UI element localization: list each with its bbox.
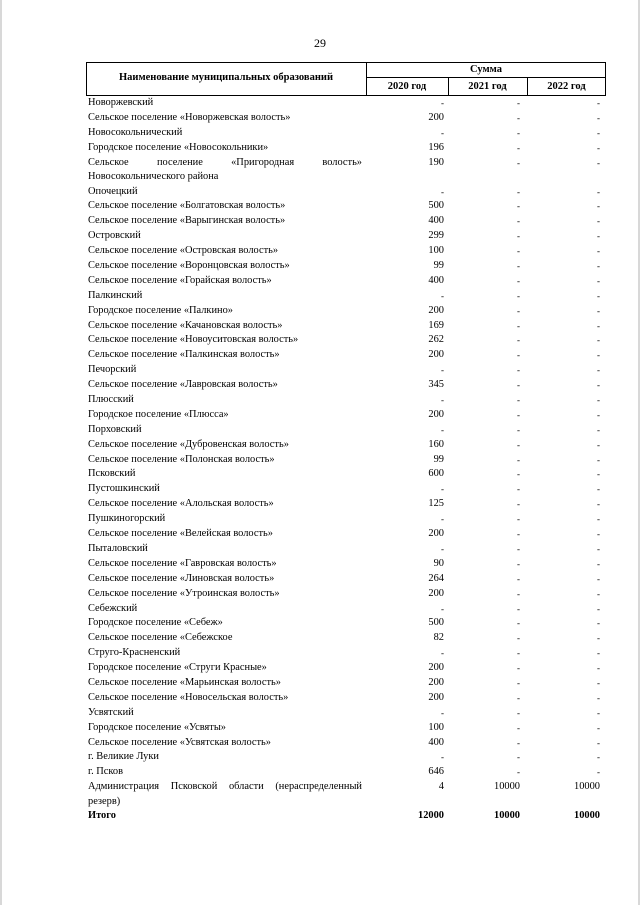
municipality-name: Городское поселение «Плюсса» <box>88 408 229 420</box>
amount-2021: - <box>517 112 520 123</box>
municipality-name: Новосокольнический <box>88 126 183 138</box>
table-row <box>86 467 606 482</box>
table-row <box>86 661 606 676</box>
amount-2021: - <box>517 677 520 688</box>
amount-2020: 200 <box>428 349 444 361</box>
amount-2022: - <box>597 127 600 138</box>
table-row <box>86 631 606 646</box>
table-row <box>86 378 606 393</box>
amount-2020: - <box>441 98 444 108</box>
table-row <box>86 765 606 780</box>
header-sum-col: Сумма <box>470 64 502 75</box>
amount-2021: - <box>517 201 520 212</box>
amount-2022: - <box>597 409 600 420</box>
table-row <box>86 527 606 542</box>
amount-2022: - <box>597 395 600 406</box>
table-row <box>86 363 606 378</box>
amount-2020: 500 <box>428 617 444 629</box>
amount-2020: 400 <box>428 215 444 227</box>
municipality-name: Палкинский <box>88 289 143 301</box>
amount-2022: - <box>597 469 600 480</box>
amount-2021: - <box>517 469 520 480</box>
municipality-name: Псковский <box>88 468 136 480</box>
municipality-name: Сельское поселение «Себежское <box>88 632 233 644</box>
municipality-name: Сельское поселение «Лавровская волость» <box>88 379 278 391</box>
amount-2021: - <box>517 737 520 748</box>
amount-2021: - <box>517 320 520 331</box>
municipality-name: Себежский <box>88 602 138 614</box>
municipality-name: Новоржевский <box>88 97 154 108</box>
municipality-name: Опочецкий <box>88 185 138 197</box>
table-row <box>86 676 606 691</box>
table-row <box>86 274 606 289</box>
amount-2020: 200 <box>428 662 444 674</box>
amount-2020: 262 <box>428 334 444 346</box>
municipality-name: Пыталовский <box>88 542 148 554</box>
amount-2021: - <box>517 588 520 599</box>
amount-2020: 600 <box>428 468 444 480</box>
municipality-name: Пустошкинский <box>88 483 160 495</box>
amount-2020: - <box>441 752 444 763</box>
amount-2021: - <box>517 752 520 763</box>
amount-2022: - <box>597 737 600 748</box>
amount-2022: - <box>597 365 600 376</box>
table-row <box>86 333 606 348</box>
municipality-name: Сельское поселение «Островская волость» <box>88 245 279 257</box>
amount-2022: - <box>597 216 600 227</box>
table-row <box>86 512 606 527</box>
table-row <box>86 111 606 126</box>
amount-2021: - <box>517 98 520 108</box>
municipality-name: Городское поселение «Новосокольники» <box>88 141 269 153</box>
table-row <box>86 96 606 111</box>
amount-2021: - <box>517 365 520 376</box>
amount-2021: - <box>517 663 520 674</box>
table-header <box>86 62 606 96</box>
table-row <box>86 214 606 229</box>
table-row-total <box>86 809 606 824</box>
municipality-name: Сельское поселение «Полонская волость» <box>88 453 275 465</box>
municipality-name: Плюсский <box>88 394 134 406</box>
amount-2022: - <box>597 603 600 614</box>
amount-2021: - <box>517 707 520 718</box>
amount-2021: - <box>517 692 520 703</box>
amount-2021: - <box>517 127 520 138</box>
amount-2020: 200 <box>428 111 444 123</box>
amount-2020: 90 <box>433 557 444 569</box>
table-row <box>86 587 606 602</box>
amount-2021: - <box>517 380 520 391</box>
municipality-name: г. Великие Луки <box>88 751 159 763</box>
amount-2021: - <box>517 424 520 435</box>
table-row <box>86 780 606 809</box>
municipality-name: Сельское поселение «Варыгинская волость» <box>88 215 286 227</box>
amount-2021: - <box>517 499 520 510</box>
table-row <box>86 691 606 706</box>
amount-2022: - <box>597 424 600 435</box>
municipality-name: Сельское поселение «Новоуситовская волость» <box>88 334 299 346</box>
amount-2020: 169 <box>428 319 444 331</box>
municipality-name: Пушкиногорский <box>88 513 166 525</box>
amount-2021: - <box>517 767 520 778</box>
table-row <box>86 185 606 200</box>
table-row <box>86 289 606 304</box>
amount-2021: - <box>517 157 520 168</box>
amount-2022: - <box>597 350 600 361</box>
municipality-name: Сельское поселение «Линовская волость» <box>88 572 275 584</box>
amount-2020: - <box>441 290 444 301</box>
amount-2021: - <box>517 186 520 197</box>
amount-2021: - <box>517 305 520 316</box>
header-year-2021: 2021 год <box>468 81 507 92</box>
municipality-name: Сельское поселение «Гавровская волость» <box>88 557 277 569</box>
table-row <box>86 141 606 156</box>
amount-2021: - <box>517 484 520 495</box>
table-row <box>86 557 606 572</box>
municipality-name: Сельское поселение «Усвятская волость» <box>88 736 271 748</box>
header-year-2022: 2022 год <box>547 81 586 92</box>
amount-2022: - <box>597 543 600 554</box>
amount-2020: 12000 <box>418 810 444 822</box>
table-row <box>86 602 606 617</box>
amount-2020: 200 <box>428 304 444 316</box>
amount-2020: 400 <box>428 736 444 748</box>
municipality-name: Итого <box>88 810 116 822</box>
amount-2020: 4 <box>438 781 444 793</box>
amount-2022: - <box>597 558 600 569</box>
table-row <box>86 616 606 631</box>
amount-2022: - <box>597 275 600 286</box>
municipality-name: Городское поселение «Усвяты» <box>88 721 227 733</box>
table-row <box>86 497 606 512</box>
municipality-name: Сельское поселение «Новоржевская волость» <box>88 111 291 123</box>
amount-2022: - <box>597 618 600 629</box>
amount-2022: - <box>597 648 600 659</box>
amount-2021: - <box>517 231 520 242</box>
table-row <box>86 482 606 497</box>
table-row <box>86 736 606 751</box>
table-row <box>86 126 606 141</box>
amount-2020: 82 <box>433 632 444 644</box>
amount-2020: 100 <box>428 721 444 733</box>
amount-2021: - <box>517 618 520 629</box>
amount-2022: - <box>597 707 600 718</box>
amount-2022: - <box>597 514 600 525</box>
amount-2021: - <box>517 454 520 465</box>
amount-2022: - <box>597 767 600 778</box>
amount-2022: - <box>597 335 600 346</box>
amount-2021: - <box>517 529 520 540</box>
amount-2020: - <box>441 186 444 197</box>
table-row <box>86 244 606 259</box>
table-body <box>86 96 606 824</box>
amount-2022: 10000 <box>574 781 600 793</box>
table-row <box>86 423 606 438</box>
table-row <box>86 542 606 557</box>
municipality-name: Администрация Псковской области (нераспределенный резерв) <box>88 781 362 807</box>
municipality-name: г. Псков <box>88 766 124 778</box>
amount-2021: - <box>517 514 520 525</box>
amount-2022: - <box>597 573 600 584</box>
amount-2022: - <box>597 246 600 257</box>
amount-2021: - <box>517 246 520 257</box>
amount-2020: - <box>441 543 444 554</box>
table-row <box>86 229 606 244</box>
amount-2022: - <box>597 499 600 510</box>
amount-2021: - <box>517 290 520 301</box>
amount-2020: - <box>441 365 444 376</box>
amount-2020: 299 <box>428 230 444 242</box>
amount-2020: 196 <box>428 141 444 153</box>
amount-2021: - <box>517 275 520 286</box>
amount-2021: - <box>517 558 520 569</box>
municipality-name: Островский <box>88 230 141 242</box>
amount-2021: - <box>517 603 520 614</box>
amount-2022: - <box>597 231 600 242</box>
table-row <box>86 453 606 468</box>
amount-2022: - <box>597 112 600 123</box>
table-row <box>86 304 606 319</box>
amount-2021: - <box>517 216 520 227</box>
header-name-col: Наименование муниципальных образований <box>119 72 333 83</box>
amount-2022: - <box>597 439 600 450</box>
municipality-name: Городское поселение «Палкино» <box>88 304 233 316</box>
amount-2022: - <box>597 142 600 153</box>
amount-2021: - <box>517 722 520 733</box>
amount-2022: - <box>597 157 600 168</box>
amount-2020: - <box>441 707 444 718</box>
table-row <box>86 438 606 453</box>
municipality-name: Порховский <box>88 423 142 435</box>
table-row <box>86 408 606 423</box>
amount-2022: - <box>597 692 600 703</box>
amount-2020: - <box>441 127 444 138</box>
amount-2022: - <box>597 454 600 465</box>
header-year-2020: 2020 год <box>387 81 427 92</box>
amount-2020: - <box>441 484 444 495</box>
amount-2020: 125 <box>428 498 444 510</box>
amount-2021: - <box>517 573 520 584</box>
amount-2020: - <box>441 603 444 614</box>
municipality-name: Сельское поселение «Болгатовская волость» <box>88 200 286 212</box>
table-row <box>86 348 606 363</box>
amount-2020: - <box>441 648 444 659</box>
municipality-name: Струго-Красненский <box>88 647 181 659</box>
amount-2022: - <box>597 633 600 644</box>
amount-2021: - <box>517 335 520 346</box>
table-row <box>86 199 606 214</box>
amount-2022: - <box>597 722 600 733</box>
municipality-name: Печорский <box>88 364 137 376</box>
municipality-name: Сельское поселение «Утроинская волость» <box>88 587 280 599</box>
page-number: 29 <box>314 36 326 50</box>
amount-2021: - <box>517 350 520 361</box>
table-row <box>86 750 606 765</box>
amount-2020: - <box>441 514 444 525</box>
amount-2022: - <box>597 663 600 674</box>
amount-2020: 264 <box>428 572 444 584</box>
table-row <box>86 393 606 408</box>
amount-2020: 100 <box>428 245 444 257</box>
table-row <box>86 259 606 274</box>
amount-2021: - <box>517 395 520 406</box>
amount-2022: 10000 <box>574 810 600 822</box>
municipality-name: Сельское поселение «Алольская волость» <box>88 498 274 510</box>
municipality-name: Сельское поселение «Пригородная волость» Новосокольнического района <box>88 156 362 183</box>
amount-2021: - <box>517 261 520 272</box>
amount-2020: 200 <box>428 528 444 540</box>
amount-2022: - <box>597 98 600 108</box>
amount-2020: 646 <box>428 766 444 778</box>
scan-edge-left <box>0 0 2 905</box>
amount-2021: - <box>517 543 520 554</box>
table-row <box>86 706 606 721</box>
amount-2022: - <box>597 320 600 331</box>
amount-2020: 400 <box>428 274 444 286</box>
amount-2022: - <box>597 588 600 599</box>
amount-2020: 190 <box>428 156 444 168</box>
municipality-name: Сельское поселение «Новосельская волость» <box>88 691 289 703</box>
amount-2022: - <box>597 305 600 316</box>
municipality-name: Сельское поселение «Дубровенская волость» <box>88 438 289 450</box>
table-row <box>86 646 606 661</box>
header-mid-border <box>366 77 606 78</box>
amount-2020: 160 <box>428 438 444 450</box>
amount-2020: - <box>441 424 444 435</box>
municipality-name: Сельское поселение «Велейская волость» <box>88 528 273 540</box>
amount-2021: 10000 <box>494 781 520 793</box>
amount-2020: 200 <box>428 676 444 688</box>
amount-2020: 200 <box>428 691 444 703</box>
municipality-name: Сельское поселение «Марьинская волость» <box>88 676 281 688</box>
amount-2020: 500 <box>428 200 444 212</box>
header-top-border <box>86 62 606 63</box>
municipality-name: Сельское поселение «Горайская волость» <box>88 274 272 286</box>
amount-2021: 10000 <box>494 810 520 822</box>
municipality-name: Городское поселение «Струги Красные» <box>88 662 267 674</box>
amount-2020: 345 <box>428 379 444 391</box>
municipality-name: Усвятский <box>88 706 134 718</box>
municipality-name: Городское поселение «Себеж» <box>88 617 223 629</box>
amount-2020: - <box>441 395 444 406</box>
amount-2020: 99 <box>433 260 444 272</box>
amount-2022: - <box>597 484 600 495</box>
amount-2021: - <box>517 409 520 420</box>
table-row <box>86 156 606 185</box>
amount-2022: - <box>597 261 600 272</box>
municipality-name: Сельское поселение «Воронцовская волость» <box>88 260 290 272</box>
table-row <box>86 572 606 587</box>
amount-2021: - <box>517 142 520 153</box>
amount-2020: 200 <box>428 408 444 420</box>
amount-2022: - <box>597 186 600 197</box>
municipality-name: Сельское поселение «Палкинская волость» <box>88 349 280 361</box>
amount-2021: - <box>517 648 520 659</box>
amount-2021: - <box>517 633 520 644</box>
amount-2021: - <box>517 439 520 450</box>
amount-2022: - <box>597 529 600 540</box>
amount-2022: - <box>597 752 600 763</box>
amount-2022: - <box>597 677 600 688</box>
municipality-name: Сельское поселение «Качановская волость» <box>88 319 283 331</box>
table-row <box>86 721 606 736</box>
amount-2022: - <box>597 380 600 391</box>
amount-2022: - <box>597 290 600 301</box>
amount-2020: 200 <box>428 587 444 599</box>
amount-2020: 99 <box>433 453 444 465</box>
table-row <box>86 319 606 334</box>
amount-2022: - <box>597 201 600 212</box>
